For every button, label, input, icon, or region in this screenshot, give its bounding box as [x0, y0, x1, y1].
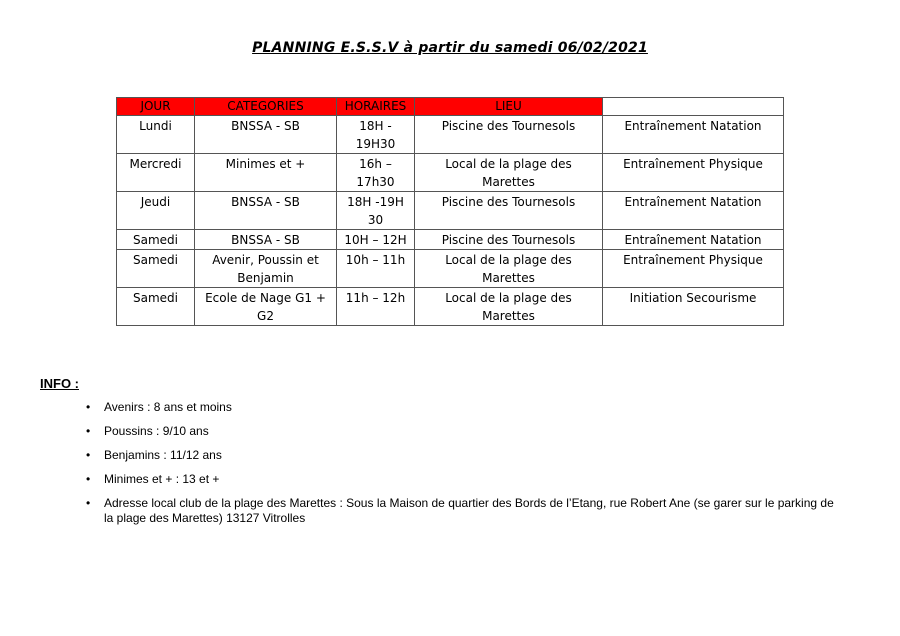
planning-table — [116, 97, 784, 326]
table-row — [117, 288, 784, 326]
cell-horaire: 10h – 11h — [337, 250, 415, 288]
header-blank — [603, 98, 784, 116]
cell-jour: Samedi — [117, 250, 195, 288]
bullet-icon: • — [86, 424, 91, 438]
info-item-text: Avenirs : 8 ans et moins — [104, 400, 232, 414]
cell-activite: Entraînement Natation — [603, 192, 784, 230]
info-heading: INFO : — [40, 376, 79, 391]
cell-horaire: 10H – 12H — [337, 230, 415, 250]
list-item — [84, 424, 844, 439]
bullet-icon: • — [86, 472, 91, 486]
cell-horaire: 18H - 19H30 — [337, 116, 415, 154]
cell-horaire: 11h – 12h — [337, 288, 415, 326]
cell-categorie: Ecole de Nage G1 + G2 — [195, 288, 337, 326]
list-item — [84, 400, 844, 415]
header-jour: JOUR — [117, 98, 195, 116]
info-item-text: Minimes et + : 13 et + — [104, 472, 220, 486]
list-item — [84, 472, 844, 487]
table-row — [117, 116, 784, 154]
header-horaires: HORAIRES — [337, 98, 415, 116]
table-row — [117, 230, 784, 250]
cell-categorie: Avenir, Poussin et Benjamin — [195, 250, 337, 288]
table-header-row — [117, 98, 784, 116]
cell-activite: Entraînement Physique — [603, 154, 784, 192]
info-item-text: Benjamins : 11/12 ans — [104, 448, 222, 462]
header-categories: CATEGORIES — [195, 98, 337, 116]
cell-lieu: Local de la plage des Marettes — [415, 288, 603, 326]
info-item-text: Poussins : 9/10 ans — [104, 424, 209, 438]
page-title: PLANNING E.S.S.V à partir du samedi 06/02/2021 — [252, 40, 648, 56]
bullet-icon: • — [86, 496, 91, 510]
bullet-icon: • — [86, 448, 91, 462]
cell-jour: Jeudi — [117, 192, 195, 230]
cell-activite: Entraînement Physique — [603, 250, 784, 288]
cell-activite: Entraînement Natation — [603, 116, 784, 154]
cell-jour: Samedi — [117, 288, 195, 326]
cell-lieu: Local de la plage des Marettes — [415, 250, 603, 288]
cell-lieu: Piscine des Tournesols — [415, 230, 603, 250]
cell-horaire: 18H -19H 30 — [337, 192, 415, 230]
table-row — [117, 192, 784, 230]
bullet-icon: • — [86, 400, 91, 414]
list-item — [84, 448, 844, 463]
cell-horaire: 16h – 17h30 — [337, 154, 415, 192]
cell-categorie: BNSSA - SB — [195, 230, 337, 250]
table-row — [117, 154, 784, 192]
cell-jour: Lundi — [117, 116, 195, 154]
info-item-text: Adresse local club de la plage des Marettes : Sous la Maison de quartier des Bords de l’Etang, rue Robert Ane (se garer sur le parking de la plage des Marettes) 13127 Vitrolles — [104, 496, 834, 525]
cell-lieu: Local de la plage des Marettes — [415, 154, 603, 192]
cell-jour: Mercredi — [117, 154, 195, 192]
cell-activite: Initiation Secourisme — [603, 288, 784, 326]
table-row — [117, 250, 784, 288]
cell-jour: Samedi — [117, 230, 195, 250]
cell-categorie: BNSSA - SB — [195, 192, 337, 230]
cell-categorie: BNSSA - SB — [195, 116, 337, 154]
header-lieu: LIEU — [415, 98, 603, 116]
cell-lieu: Piscine des Tournesols — [415, 192, 603, 230]
info-list — [84, 400, 844, 535]
cell-activite: Entraînement Natation — [603, 230, 784, 250]
cell-categorie: Minimes et + — [195, 154, 337, 192]
list-item — [84, 496, 844, 526]
cell-lieu: Piscine des Tournesols — [415, 116, 603, 154]
